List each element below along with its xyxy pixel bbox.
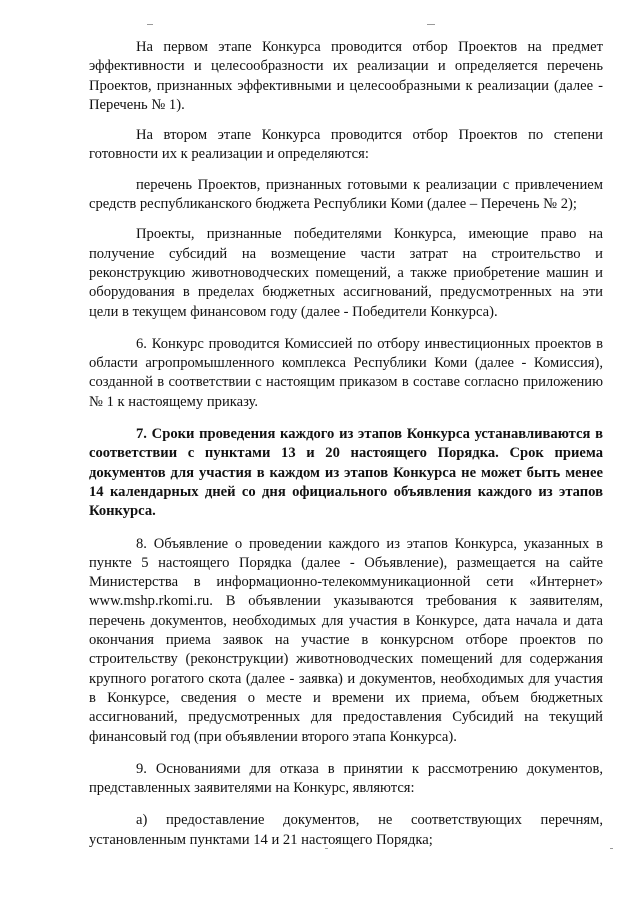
paragraph-item-9a: а) предоставление документов, не соответствующих перечням, установленным пунктами 14 и 21 настоящего Порядка; xyxy=(89,812,603,848)
paragraph-item-8: 8. Объявление о проведении каждого из этапов Конкурса, указанных в пункте 5 настоящего Порядка (далее - Объявление), размещается на сайте Министерства в информационно-телекоммуникационной сети «Интернет» www.mshp.rkomi.ru. В объявлении указываются требования к заявителям, перечень документов, необходимых для участия в Конкурсе, дата начала и дата окончания приема заявок на участие в конкурсном отборе проектов по строительству (реконструкции) животноводческих помещений для содержания крупного рогатого скота (далее - заявка) и документов, необходимых для участия в Конкурсе, сведения о месте и времени их приема, объем бюджетных ассигнований, предусмотренных для предоставления Субсидий на текущий финансовый год (при объявлении второго этапа Конкурса). xyxy=(89,535,603,745)
paragraph-stage-one: На первом этапе Конкурса проводится отбор Проектов на предмет эффективности и целесообразности их реализации и определяется перечень Проектов, признанных эффективными и целесообразными к реализации (далее - Перечень № 1). xyxy=(89,39,603,113)
paragraph-item-7: 7. Сроки проведения каждого из этапов Конкурса устанавливаются в соответствии с пунктами 13 и 20 настоящего Порядка. Срок приема документов для участия в каждом из этапов Конкурса не может быть менее 14 календарных дней со дня официального объявления каждого из этапов Конкурса. xyxy=(89,426,603,520)
paragraph-stage-two: На втором этапе Конкурса проводится отбор Проектов по степени готовности их к реализации и определяются: xyxy=(89,127,603,163)
paragraph-winners: Проекты, признанные победителями Конкурса, имеющие право на получение субсидий на возмещение части затрат на строительство и реконструкцию животноводческих помещений, а также приобретение машин и оборудования в пределах бюджетных ассигнований, предусмотренных на эти цели в текущем финансовом году (далее - Победители Конкурса). xyxy=(89,226,603,320)
paragraph-item-6: 6. Конкурс проводится Комиссией по отбору инвестиционных проектов в области агропромышленного комплекса Республики Коми (далее - Комиссия), созданной в соответствии с настоящим приказом в составе согласно приложению № 1 к настоящему приказу. xyxy=(89,335,603,410)
scan-mark xyxy=(427,24,435,25)
paragraph-list-two: перечень Проектов, признанных готовыми к реализации с привлечением средств республиканского бюджета Республики Коми (далее – Перечень № 2); xyxy=(89,176,603,213)
scan-mark xyxy=(325,848,328,849)
scan-mark xyxy=(610,848,613,849)
paragraph-item-9: 9. Основаниями для отказа в принятии к рассмотрению документов, представленных заявителями на Конкурс, являются: xyxy=(89,760,603,797)
scan-mark xyxy=(147,24,153,25)
